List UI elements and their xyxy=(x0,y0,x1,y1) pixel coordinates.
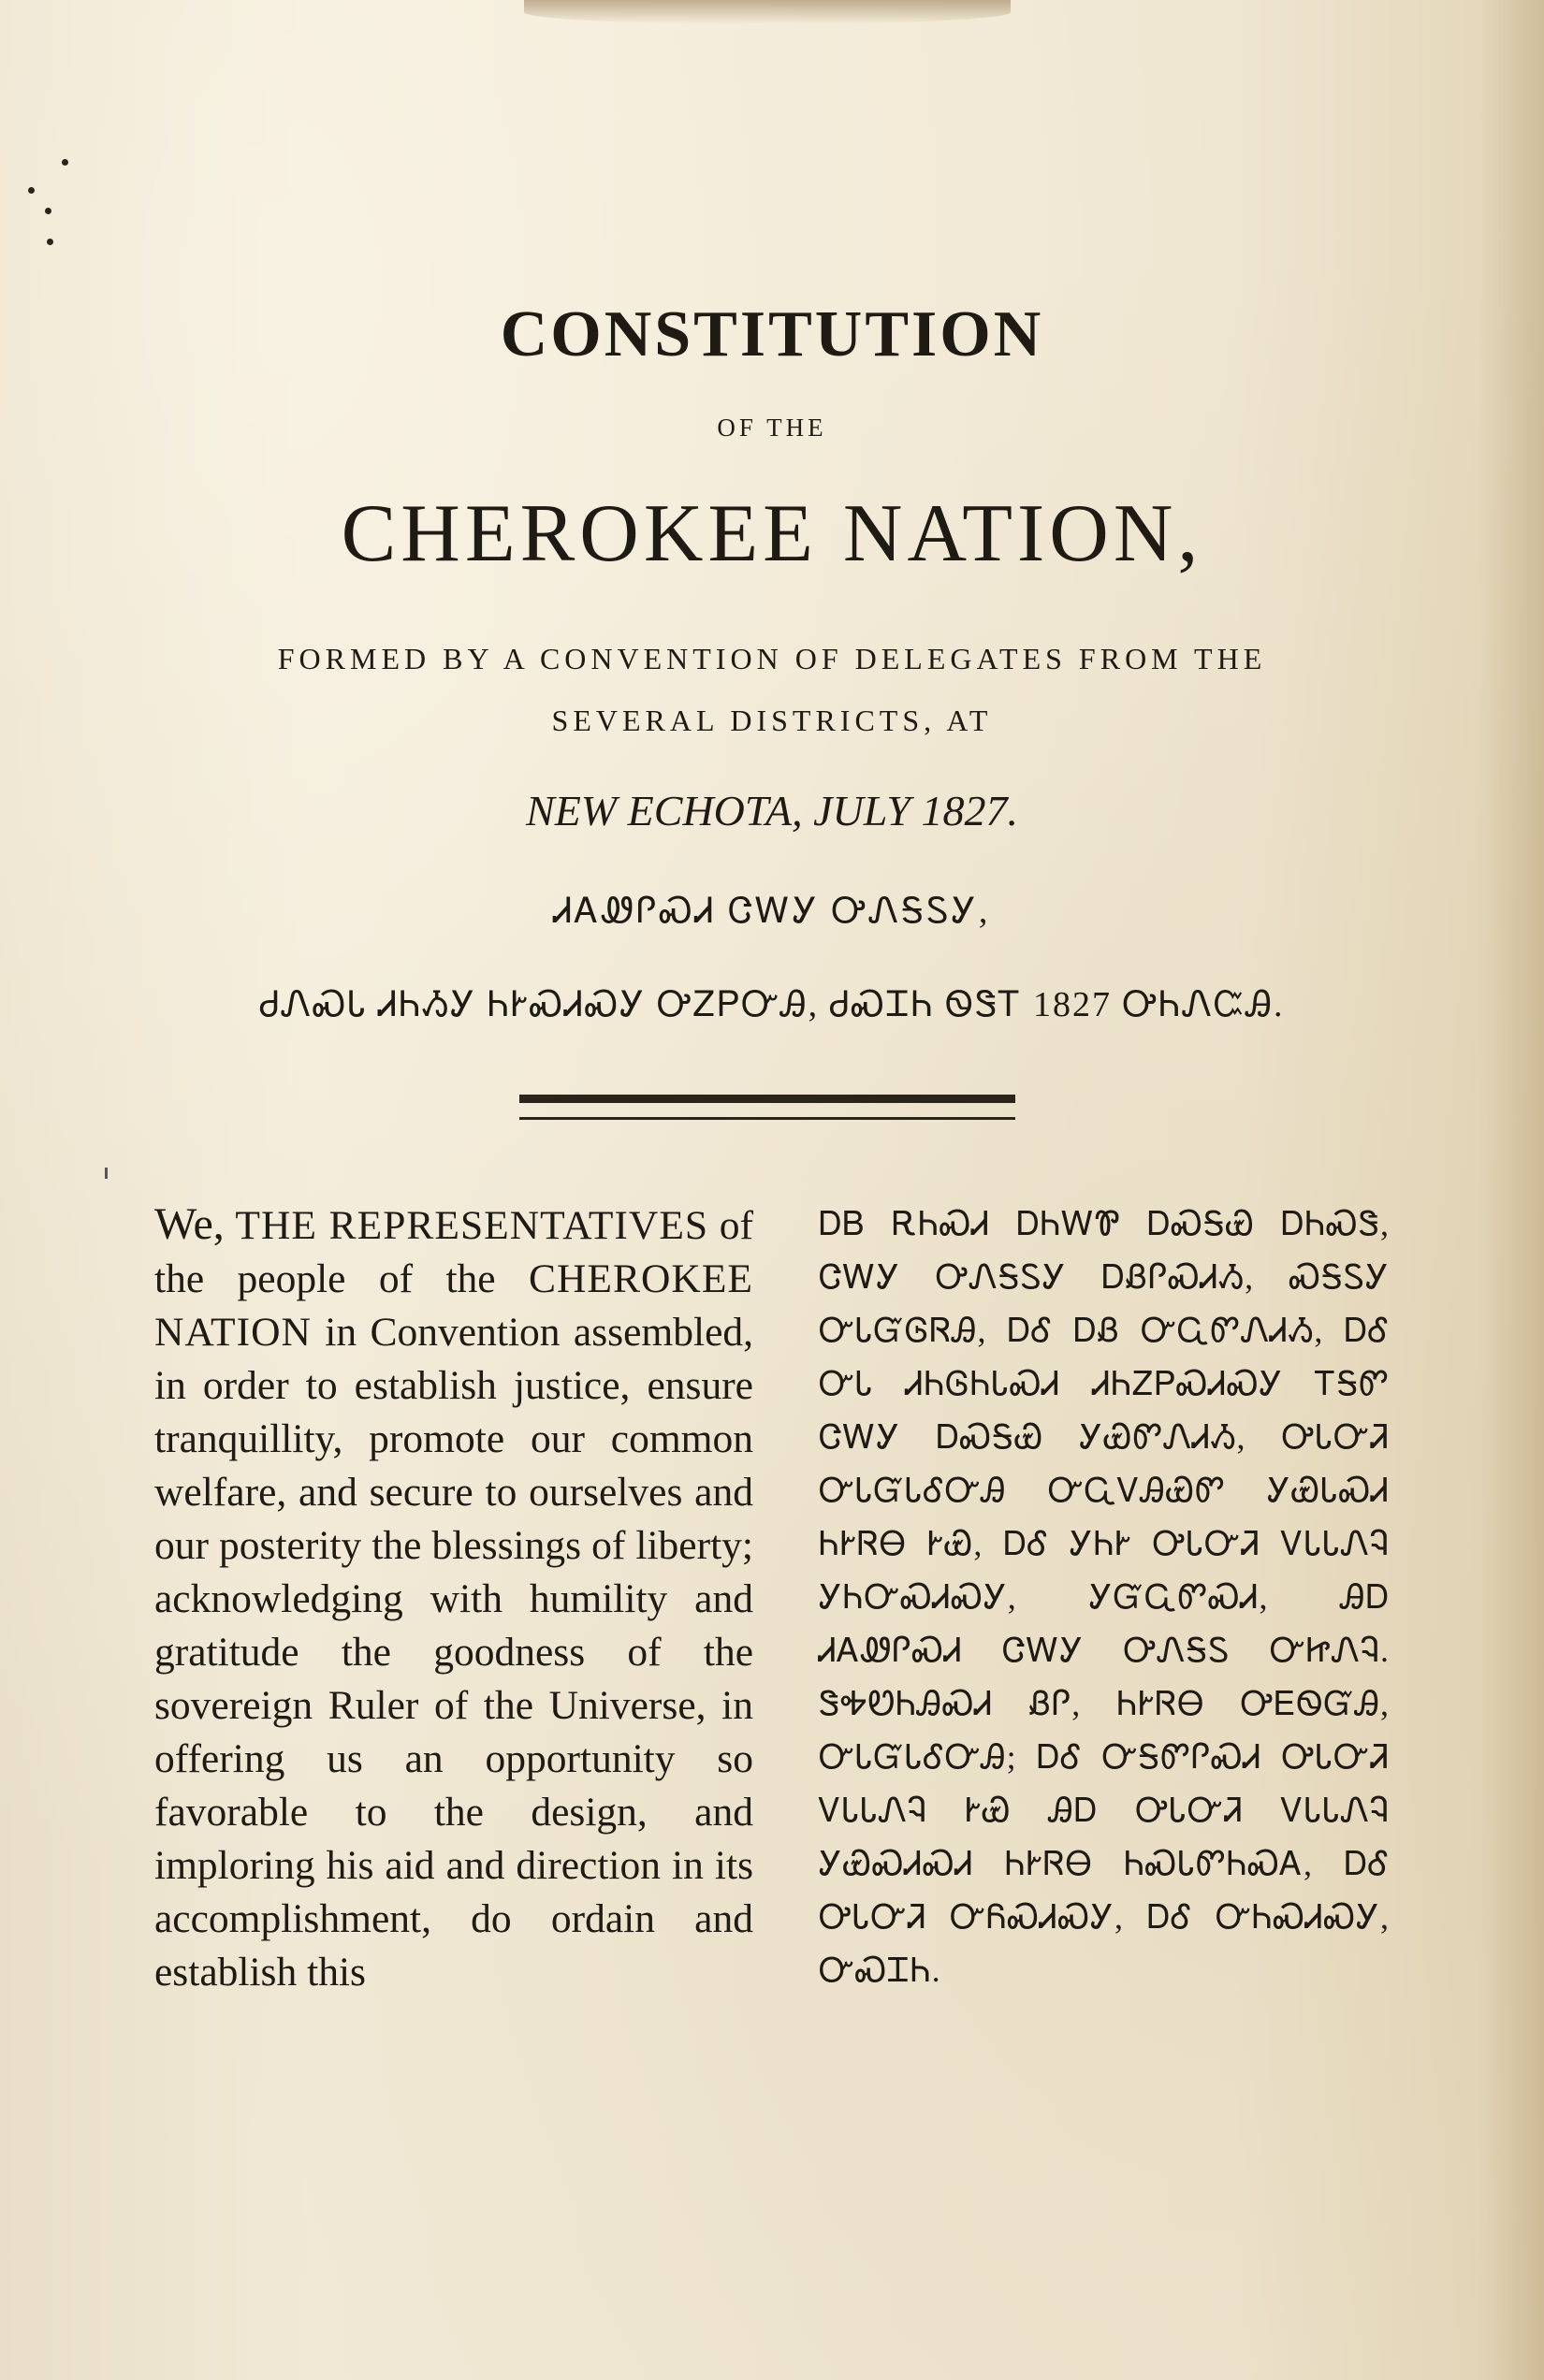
english-text-part1: of the people of the xyxy=(154,1203,753,1301)
title-cherokee-nation: CHEROKEE NATION, xyxy=(341,488,1203,579)
title-of-the: OF THE xyxy=(717,414,827,442)
paper-stain xyxy=(524,0,1011,24)
english-text-part2: in Convention assembled, in order to establish justice, ensure tranquillity, promote our common welfare, and secure to ourselves and our posterity the blessings of liberty; acknowledging with humility and gratitude the goodness of the sovereign Ruler of the Universe, in offering us an opportunity so favorable to the design, and imploring his aid and direction in its accomplishment, do ordain and establish this xyxy=(154,1310,753,1995)
ink-speck xyxy=(62,159,68,166)
ink-speck xyxy=(47,239,53,245)
title-constitution: CONSTITUTION xyxy=(500,298,1044,370)
english-smallcaps-nation: CHEROKEE NATION xyxy=(154,1256,753,1355)
ink-speck xyxy=(105,1168,108,1179)
ink-speck xyxy=(28,187,35,194)
cherokee-column: ᎠᏴ ᎡᏂᏍᏗ ᎠᏂᎳᏈ ᎠᏍᎦᏯ ᎠᏂᏍᏕ, ᏣᎳᎩ ᎤᏁᎦᏚᎩ ᎠᏰᎵᏍᏗᏱ, ᏍᎦᏚᎩ ᏅᏓᏳᎶᏒᎯ, ᎠᎴ ᎠᏰ ᏅᏩᏛᏁᏗᏱ, ᎠᎴ ᏅᏓ ᏗᏂᎶᏂᏓᏍᏗ ᏗᏂᏃᏢᏍᏗᏍᎩ ᎢᎦᏛ ᏣᎳᎩ ᎠᏍᎦᏯ ᎩᏯᏛᏁᏗᏱ, ᎤᏓᏅᏘ ᏅᏓᏳᏓᎴᏅᎯ ᏅᏩᏙᎯᏯᏛ ᎩᏯᏓᏍᏗ ᏂᎨᏒᎾ ᎨᏯ, ᎠᎴ ᎩᏂᎨ ᎤᏓᏅᏘ ᏙᏓᏓᏁᎸ ᎩᏂᏅᏍᏗᏍᎩ, ᎩᏳᏩᏛᏍᏗ, ᎯᎠ ᏗᎪᏪᎵᏍᏗ ᏣᎳᎩ ᎤᏁᎦᏚ ᏅᏥᏁᎸ. ᏕᎭᏬᏂᎯᏍᏗ ᏰᎵ, ᏂᎨᏒᎾ ᎤᎬᏫᏳᎯ, ᏅᏓᏳᏓᎴᏅᎯ; ᎠᎴ ᏅᎦᏛᎵᏍᏗ ᎤᏓᏅᏘ ᏙᏓᏓᏁᎸ ᎨᏯ ᎯᎠ ᎤᏓᏅᏘ ᏙᏓᏓᏁᎸ ᎩᏯᏍᏗᏍᏗ ᏂᎨᏒᎾ ᏂᏍᏓᏛᏂᏍᎪ, ᎠᎴ ᎤᏓᏅᏘ ᏅᏲᏍᏗᏍᎩ, ᎠᎴ ᏅᏂᏍᏗᏍᎩ, ᏅᏍᏆᏂ. xyxy=(819,1205,1390,1989)
english-opening-word: We, xyxy=(154,1199,225,1249)
place-date: NEW ECHOTA, JULY 1827. xyxy=(526,787,1018,834)
subtitle-districts: SEVERAL DISTRICTS, AT xyxy=(551,704,993,737)
ink-speck xyxy=(45,208,51,214)
cherokee-subtitle: ᏧᏁᏍᏓ ᏗᏂᏱᎩ ᏂᎨᏍᏗᏍᎩ ᎤᏃᏢᏅᎯ, ᏧᏍᏆᏂ ᏫᏕᎢ 1827 ᎤᏂᏁᏨᎯ. xyxy=(259,985,1285,1024)
divider-rule-thick xyxy=(519,1095,1015,1103)
english-column xyxy=(154,1197,753,1999)
english-smallcaps: THE REPRESENTATIVES xyxy=(235,1203,709,1248)
subtitle-formed-by: FORMED BY A CONVENTION OF DELEGATES FROM THE xyxy=(277,642,1267,675)
cherokee-title: ᏗᎪᏪᎵᏍᏗ ᏣᎳᎩ ᎤᏁᎦᏚᎩ, xyxy=(553,892,991,931)
divider-rule-thin xyxy=(519,1117,1015,1120)
